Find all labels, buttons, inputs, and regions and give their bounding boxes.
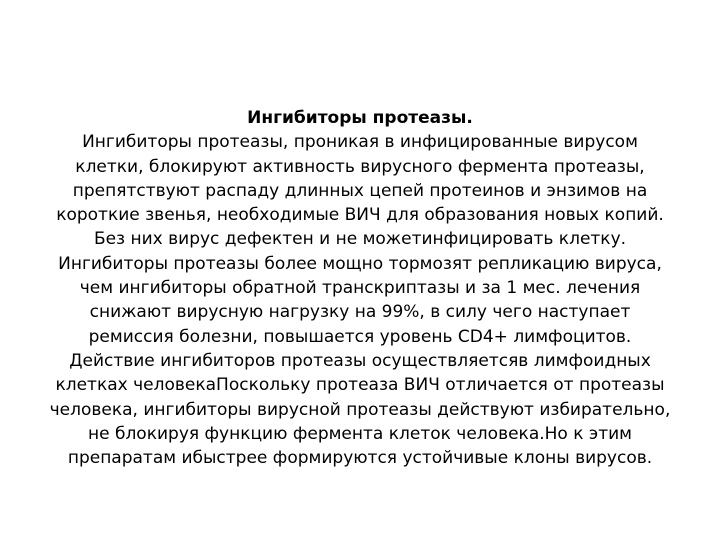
text-line: короткие звенья, необходимые ВИЧ для образования новых копий.	[56, 205, 664, 226]
text-line: Без них вирус дефектен и не можетинфицировать клетку.	[93, 229, 627, 250]
text-line: ремиссия болезни, повышается уровень CD4+ лимфоцитов.	[88, 326, 632, 347]
text-line: снижают вирусную нагрузку на 99%, в силу чего наступает	[89, 302, 631, 323]
text-line: Ингибиторы протеазы, проникая в инфицированные вирусом	[82, 132, 638, 153]
slide-title: Ингибиторы протеазы.	[247, 108, 473, 128]
text-line: человека, ингибиторы вирусной протеазы действуют избирательно,	[49, 399, 671, 420]
text-line: клетках человекаПоскольку протеаза ВИЧ отличается от протеазы	[55, 375, 665, 396]
body-text	[22, 106, 698, 470]
text-line: не блокируя функцию фермента клеток человека.Но к этим	[87, 423, 633, 444]
text-line: препятствуют распаду длинных цепей протеинов и энзимов на	[72, 180, 648, 201]
text-line: препаратам ибыстрее формируются устойчивые клоны вирусов.	[67, 448, 653, 469]
text-line: Действие ингибиторов протеазы осуществляетсяв лимфоидных	[69, 350, 651, 371]
text-line: Ингибиторы протеазы более мощно тормозят репликацию вируса,	[58, 253, 662, 274]
text-line: клетки, блокируют активность вирусного фермента протеазы,	[75, 156, 645, 177]
text-line: чем ингибиторы обратной транскриптазы и за 1 мес. лечения	[79, 278, 641, 299]
